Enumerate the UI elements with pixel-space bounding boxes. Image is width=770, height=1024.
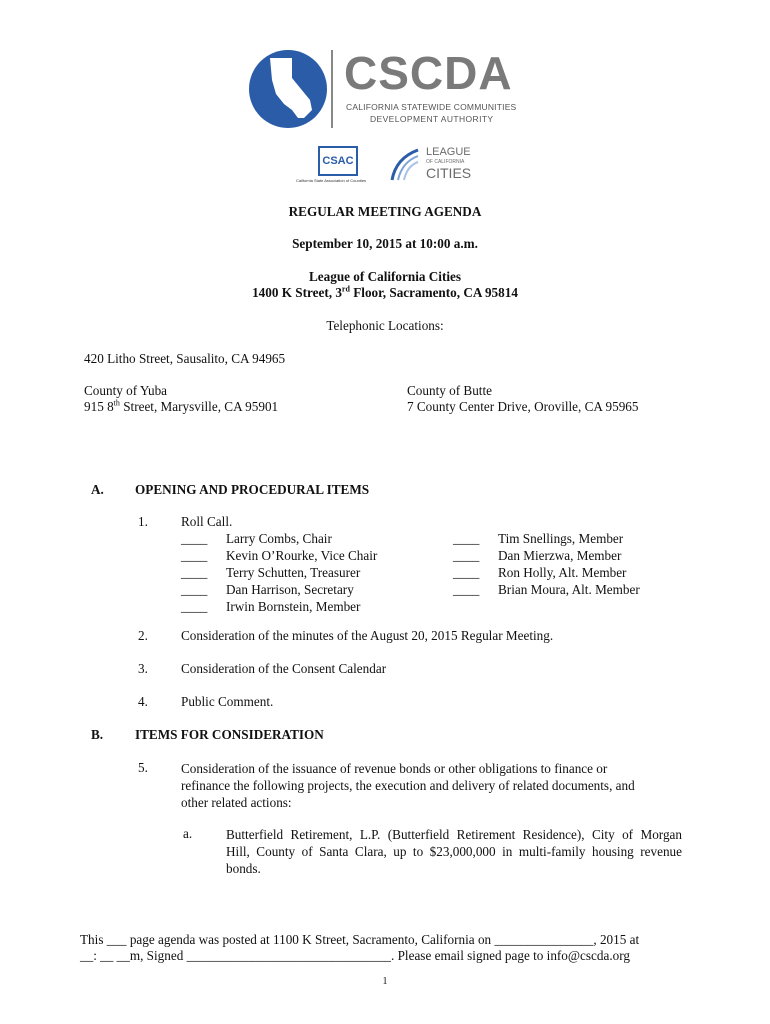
item-4-number: 4. — [138, 694, 148, 709]
item-5-line: other related actions: — [181, 795, 292, 810]
section-a-letter: A. — [91, 482, 104, 497]
item-5-number: 5. — [138, 760, 148, 775]
footer-line-2: __: __ __m, Signed _______________________________. Please email signed page to info@cscda.org — [80, 948, 630, 963]
item-4-text: Public Comment. — [181, 694, 274, 709]
item-2-text: Consideration of the minutes of the August 20, 2015 Regular Meeting. — [181, 628, 554, 643]
csac-caption: California State Association of Counties — [296, 178, 367, 183]
cscda-wordmark: CSCDA — [344, 47, 513, 99]
roll-call-left-names — [226, 530, 377, 615]
roll-call-right-names — [498, 530, 640, 598]
roll-blank: ____ — [181, 582, 208, 597]
roll-member: Dan Mierzwa, Member — [498, 548, 622, 563]
league-line-1: LEAGUE — [426, 146, 471, 158]
item-1-number: 1. — [138, 514, 148, 529]
section-a-title: OPENING AND PROCEDURAL ITEMS — [135, 482, 370, 497]
meeting-venue: League of California Cities — [308, 269, 461, 284]
section-b-title: ITEMS FOR CONSIDERATION — [135, 727, 324, 742]
roll-blank: ____ — [181, 599, 208, 614]
item-5a-letter: a. — [183, 826, 193, 841]
item-5-line: Consideration of the issuance of revenue bonds or other obligations to finance or — [181, 761, 608, 776]
roll-member: Brian Moura, Alt. Member — [498, 582, 640, 597]
roll-blank: ____ — [181, 565, 208, 580]
item-5a-text — [226, 826, 682, 877]
roll-blank: ____ — [453, 531, 480, 546]
location-sausalito: 420 Litho Street, Sausalito, CA 94965 — [84, 351, 286, 366]
roll-blank: ____ — [181, 548, 208, 563]
location-yuba-address: 915 8th Street, Marysville, CA 95901 — [84, 398, 279, 414]
footer-line-1: This ___ page agenda was posted at 1100 K Street, Sacramento, California on _______________, 2015 at — [80, 932, 640, 947]
item-3-number: 3. — [138, 661, 148, 676]
item-3-text: Consideration of the Consent Calendar — [181, 661, 387, 676]
roll-member: Irwin Bornstein, Member — [226, 599, 361, 614]
roll-member: Ron Holly, Alt. Member — [498, 565, 627, 580]
agenda-title: REGULAR MEETING AGENDA — [288, 204, 482, 219]
meeting-address: 1400 K Street, 3rd Floor, Sacramento, CA 95814 — [252, 284, 518, 300]
item-5a-line: Butterfield Retirement, L.P. (Butterfield Retirement Residence), City of Morgan — [226, 827, 682, 842]
item-1-text: Roll Call. — [181, 514, 233, 529]
item-5a-line: Hill, County of Santa Clara, up to $23,000,000 in multi-family housing revenue — [226, 844, 682, 859]
roll-member: Terry Schutten, Treasurer — [226, 565, 361, 580]
item-2-number: 2. — [138, 628, 148, 643]
roll-blank: ____ — [453, 582, 480, 597]
roll-member: Kevin O’Rourke, Vice Chair — [226, 548, 378, 563]
roll-member: Larry Combs, Chair — [226, 531, 332, 546]
meeting-date: September 10, 2015 at 10:00 a.m. — [292, 236, 478, 251]
league-line-3: CITIES — [426, 165, 472, 181]
csac-logo — [296, 146, 388, 186]
league-logo — [390, 146, 480, 184]
roll-member: Tim Snellings, Member — [498, 531, 624, 546]
roll-blank: ____ — [453, 548, 480, 563]
cscda-tagline-1: CALIFORNIA STATEWIDE COMMUNITIES — [346, 102, 517, 112]
location-yuba-name: County of Yuba — [84, 383, 168, 398]
league-line-2: OF CALIFORNIA — [426, 159, 465, 165]
roll-call-left — [181, 530, 207, 615]
item-5-line: refinance the following projects, the execution and delivery of related documents, and — [181, 778, 635, 793]
league-swoosh-icon — [390, 148, 420, 182]
page-number: 1 — [382, 976, 388, 987]
item-5a-line: bonds. — [226, 861, 261, 876]
roll-blank: ____ — [453, 565, 480, 580]
item-5-text — [181, 760, 635, 811]
location-butte-address: 7 County Center Drive, Oroville, CA 95965 — [407, 399, 639, 414]
csac-mark: CSAC — [318, 146, 358, 176]
location-butte-name: County of Butte — [407, 383, 492, 398]
cscda-tagline-2: DEVELOPMENT AUTHORITY — [370, 114, 494, 124]
california-seal-icon — [246, 48, 338, 130]
cscda-logo — [246, 48, 536, 130]
section-b-letter: B. — [91, 727, 104, 742]
roll-member: Dan Harrison, Secretary — [226, 582, 354, 597]
roll-call-right — [453, 530, 479, 598]
telephonic-heading: Telephonic Locations: — [326, 318, 444, 333]
roll-blank: ____ — [181, 531, 208, 546]
